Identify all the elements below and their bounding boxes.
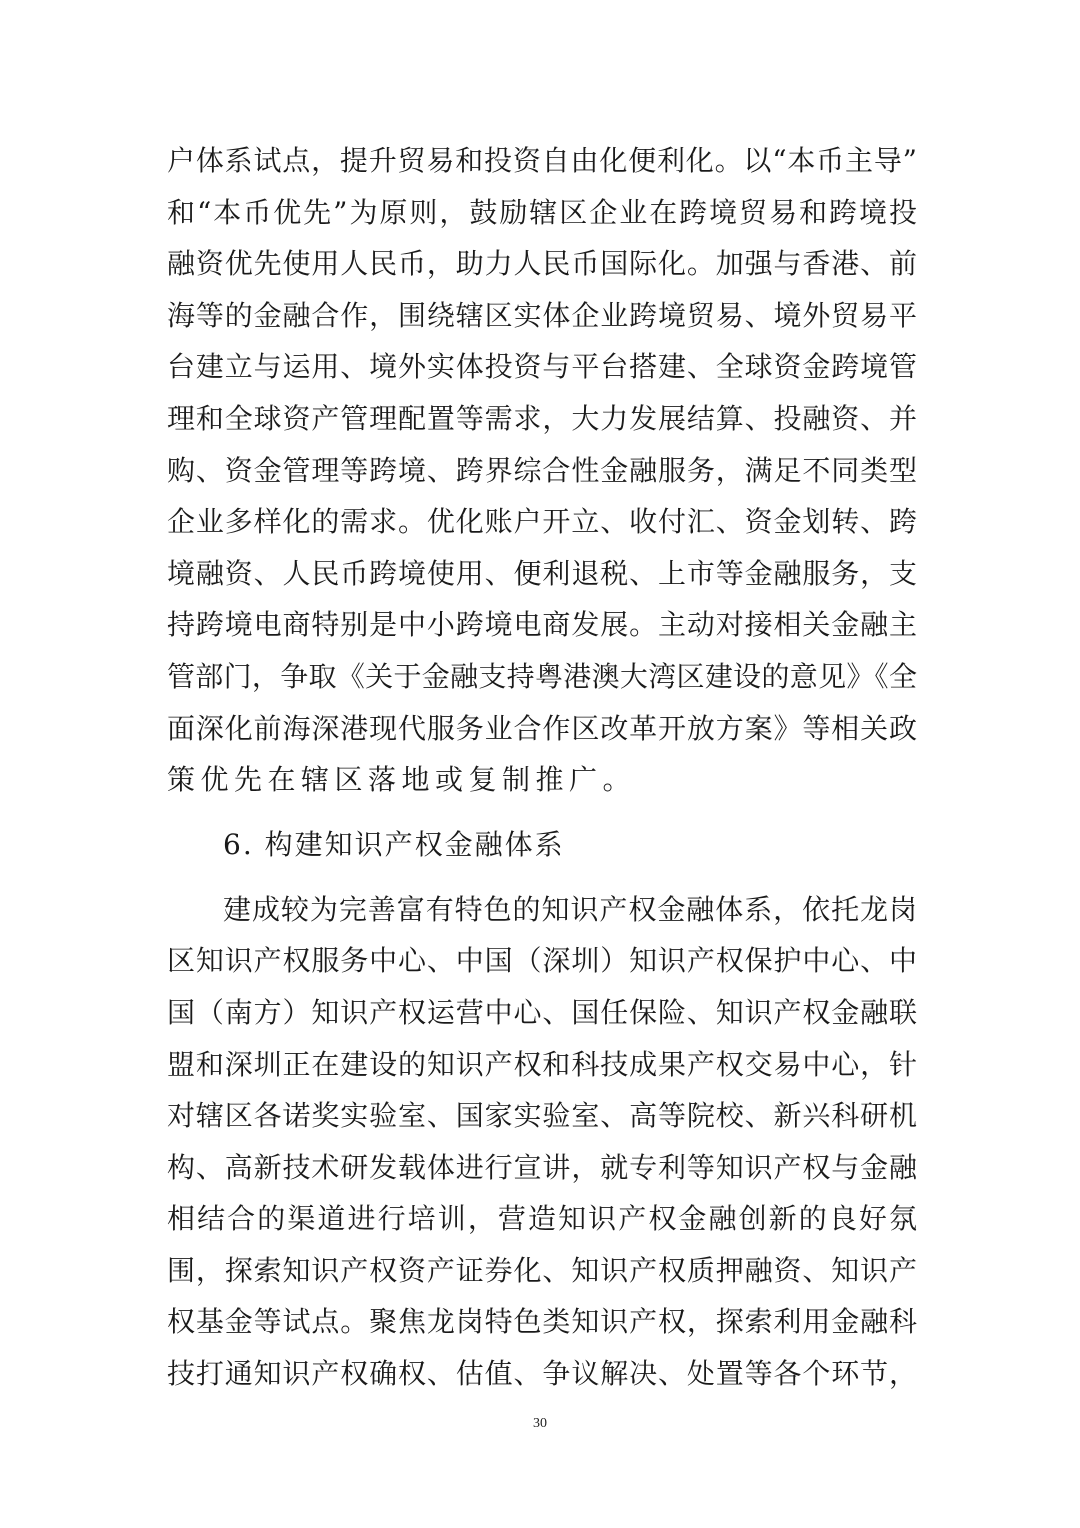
text-line: 区知识产权服务中心、中国（深圳）知识产权保护中心、中	[167, 944, 917, 978]
text-line: 构、高新技术研发载体进行宣讲，就专利等知识产权与金融	[167, 1150, 917, 1184]
text-line: 户体系试点，提升贸易和投资自由化便利化。以“本币主导”	[167, 144, 917, 177]
text-line: 境融资、人民币跨境使用、便利退税、上市等金融服务，支	[167, 556, 917, 590]
text-line: 台建立与运用、境外实体投资与平台搭建、全球资金跨境管	[167, 350, 917, 384]
text-line: 理和全球资产管理配置等需求，大力发展结算、投融资、并	[167, 401, 917, 435]
text-line: 面深化前海深港现代服务业合作区改革开放方案》等相关政	[167, 711, 917, 745]
section-heading: 6. 构建知识产权金融体系	[223, 827, 565, 861]
text-line: 管部门，争取《关于金融支持粤港澳大湾区建设的意见》《全	[167, 659, 917, 693]
text-line: 企业多样化的需求。优化账户开立、收付汇、资金划转、跨	[167, 505, 917, 539]
body-text	[167, 135, 917, 1400]
text-line: 策优先在辖区落地或复制推广。	[167, 763, 637, 797]
text-line: 建成较为完善富有特色的知识产权金融体系，依托龙岗	[223, 892, 917, 926]
text-line: 对辖区各诺奖实验室、国家实验室、高等院校、新兴科研机	[167, 1099, 917, 1133]
text-line: 盟和深圳正在建设的知识产权和科技成果产权交易中心，针	[167, 1047, 917, 1081]
text-line: 国（南方）知识产权运营中心、国任保险、知识产权金融联	[167, 995, 917, 1029]
text-line: 海等的金融合作，围绕辖区实体企业跨境贸易、境外贸易平	[167, 298, 917, 332]
paragraph-2	[167, 884, 917, 1400]
text-line: 围，探索知识产权资产证券化、知识产权质押融资、知识产	[167, 1253, 917, 1287]
text-line: 融资优先使用人民币，助力人民币国际化。加强与香港、前	[167, 247, 917, 281]
text-line: 权基金等试点。聚焦龙岗特色类知识产权，探索利用金融科	[167, 1305, 917, 1339]
paragraph-1	[167, 135, 917, 806]
text-line: 购、资金管理等跨境、跨界综合性金融服务，满足不同类型	[167, 453, 917, 487]
text-line: 和“本币优先”为原则，鼓励辖区企业在跨境贸易和跨境投	[167, 195, 917, 229]
text-line: 技打通知识产权确权、估值、争议解决、处置等各个环节，	[167, 1357, 917, 1391]
text-line: 持跨境电商特别是中小跨境电商发展。主动对接相关金融主	[167, 608, 917, 642]
text-line: 相结合的渠道进行培训，营造知识产权金融创新的良好氛	[167, 1202, 917, 1236]
page-number: 30	[533, 1416, 547, 1431]
